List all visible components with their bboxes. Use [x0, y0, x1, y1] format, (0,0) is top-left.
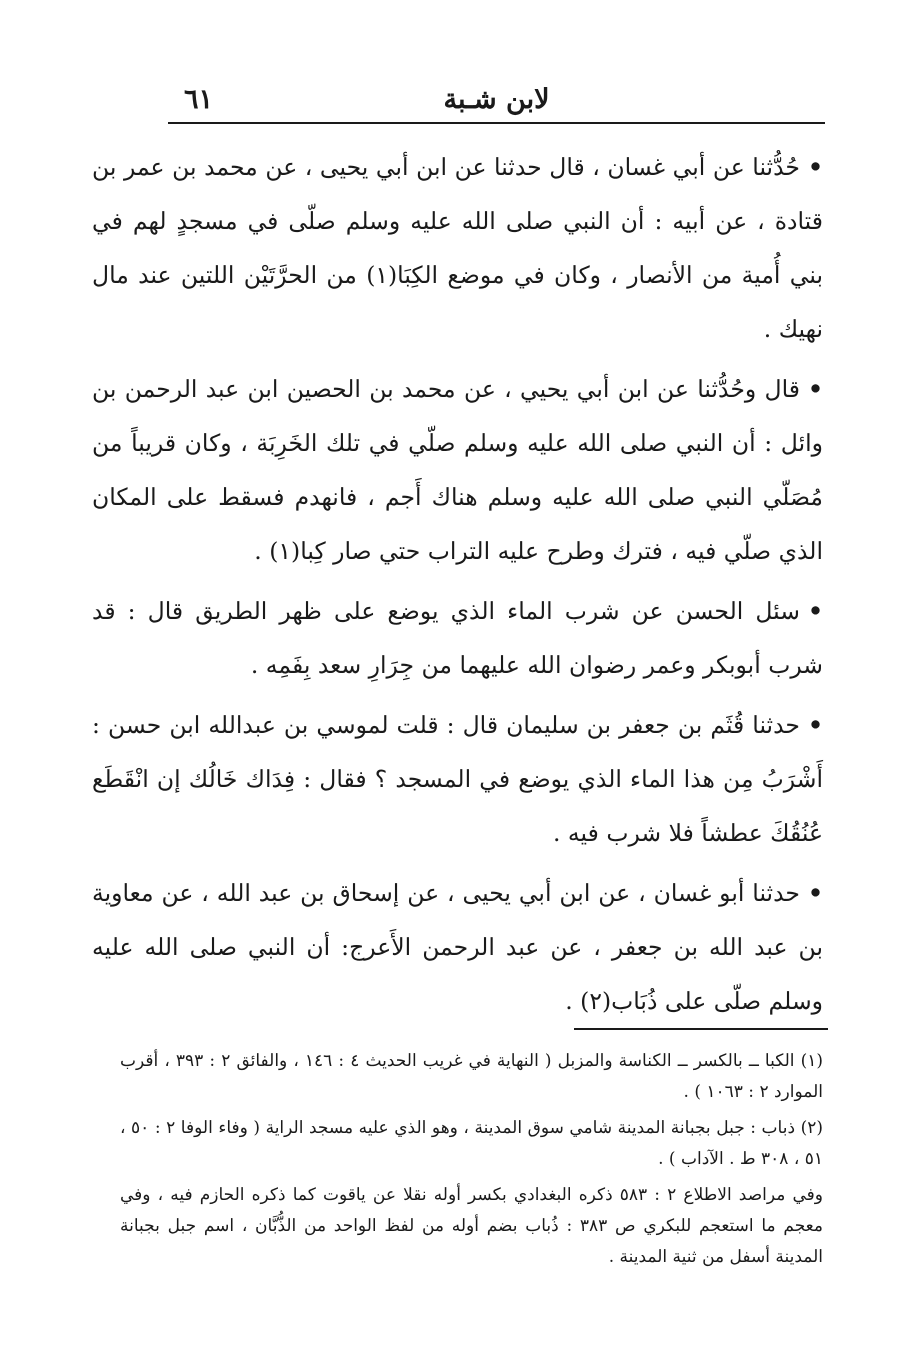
footnote: (١) الكبا ــ بالكسر ــ الكناسة والمزبل ( النهاية في غريب الحديث ٤ : ١٤٦ ، والفائق ٢ : ٣٩٣ ، أقرب الموارد ٢ : ١٠٦٣ ) . — [120, 1051, 824, 1102]
paragraph-text: حدثنا أبو غسان ، عن ابن أبي يحيى ، عن إسحاق بن عبد الله ، عن معاوية بن عبد الله بن جعفر ، عن عبد الرحمن الأَعرج: أن النبي صلى الله عليه وسلم صلّى على ذُبَاب(٢) . — [92, 879, 823, 1015]
paragraph-text: سئل الحسن عن شرب الماء الذي يوضع على ظهر الطريق قال : قد شرب أبوبكر وعمر رضوان الله عليهما من جِرَارِ سعد بِفَمِه . — [92, 597, 823, 679]
footnotes — [120, 1046, 823, 1278]
bullet-mark: • — [807, 597, 823, 625]
paragraph — [92, 584, 823, 692]
page-number: ٦١ — [184, 84, 214, 115]
footnote-separator — [574, 1028, 828, 1030]
bullet-mark: • — [807, 879, 823, 907]
running-title: لابن شـبة — [443, 84, 550, 115]
paragraph-text: حُدُّثنا عن أبي غسان ، قال حدثنا عن ابن أبي يحيى ، عن محمد بن عمر بن قتادة ، عن أبيه : أن النبي صلى الله عليه وسلم صلّى في مسجدٍ لهم في بني أُمية من الأنصار ، وكان في موضع الكِبَا(١) من الحرَّتَيْن اللتين عند مال نهيك . — [92, 153, 823, 343]
paragraph-text: حدثنا قُثَم بن جعفر بن سليمان قال : قلت لموسي بن عبدالله ابن حسن : أَشْرَبُ مِن هذا الماء الذي يوضع في المسجد ؟ فقال : فِدَاك خَالُك إن انْقَطَع عُنُقُكَ عطشاً فلا شرب فيه . — [92, 711, 823, 847]
paragraph — [92, 140, 823, 356]
bullet-mark: • — [807, 711, 823, 739]
footnote-continuation: وفي مراصد الاطلاع ٢ : ٥٨٣ ذكره البغدادي بكسر أوله نقلا عن ياقوت كما ذكره الحازم فيه ، وفي معجم ما استعجم للبكري ص ٣٨٣ : ذُباب بضم أوله من لفظ الواحد من الذُّبَّان ، اسم جبل بجبانة المدينة أسفل من ثنية المدينة . — [120, 1185, 823, 1267]
paragraph — [92, 698, 823, 860]
bullet-mark: • — [807, 153, 823, 181]
paragraph — [92, 866, 823, 1028]
paragraph — [92, 362, 823, 578]
footnote: (٢) ذباب : جبل بجبانة المدينة شامي سوق المدينة ، وهو الذي عليه مسجد الراية ( وفاء الوفا ٢ : ٥٠ ، ٥١ ، ٣٠٨ ط . الآداب ) . — [120, 1118, 823, 1169]
page-header — [168, 78, 825, 124]
bullet-mark: • — [807, 375, 823, 403]
paragraph-text: قال وحُدُّثنا عن ابن أبي يحيي ، عن محمد بن الحصين ابن عبد الرحمن بن وائل : أن النبي صلى الله عليه وسلم صلّي في تلك الخَرِبَة ، وكان قريباً من مُصَلّي النبي صلى الله عليه وسلم هناك أَجم ، فانهدم فسقط على المكان الذي صلّي فيه ، فترك وطرح عليه التراب حتي صار كِبا(١) . — [92, 375, 823, 565]
header-rule — [168, 122, 825, 124]
main-text — [92, 140, 823, 1034]
